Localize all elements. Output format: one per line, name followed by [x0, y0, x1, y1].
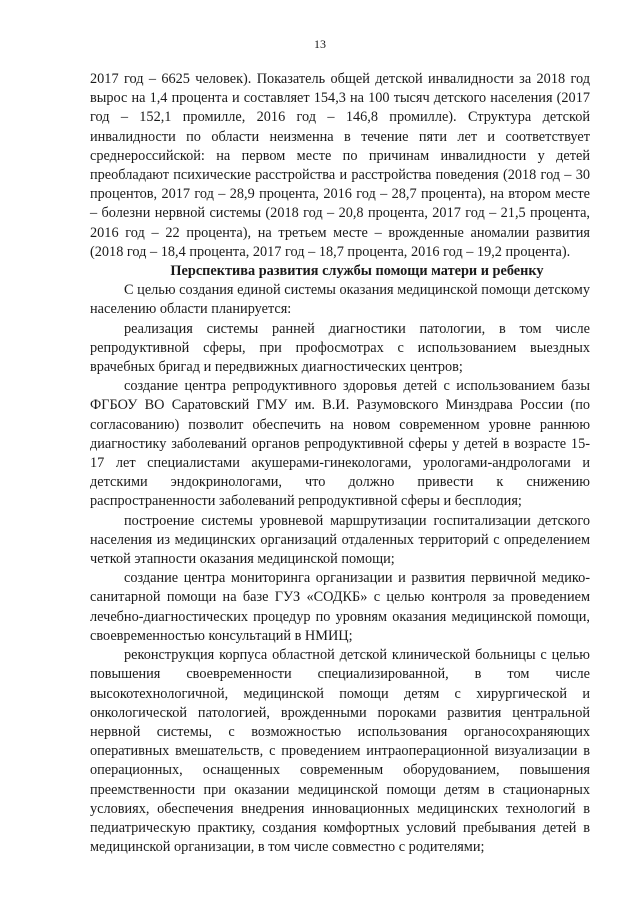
paragraph-intro: С целью создания единой системы оказания медицинской помощи детскому населению области планируется:	[90, 282, 590, 318]
section-heading: Перспектива развития службы помощи матери и ребенку	[170, 263, 544, 280]
page-number: 13	[314, 37, 326, 51]
paragraph-monitoring-center: создание центра мониторинга организации и развития первичной медико-санитарной помощи на базе ГУЗ «СОДКБ» с целью контроля за проведением лечебно-диагностических процедур по уровням оказания медицинской помощи, своевременностью консультаций в НМИЦ;	[90, 570, 590, 644]
paragraph-routing-system: построение системы уровневой маршрутизации госпитализации детского населения из медицинских организаций отдаленных территорий с определением четкой этапности оказания медицинской помощи;	[90, 512, 590, 568]
paragraph-reproductive-center: создание центра репродуктивного здоровья детей с использованием базы ФГБОУ ВО Саратовский ГМУ им. В.И. Разумовского Минздрава России (по согласованию) позволит обеспечить на новом современном уровне раннюю диагностику заболеваний органов репродуктивной сферы у детей в возрасте 15-17 лет специалистами акушерами-гинекологами, урологами-андрологами и детскими эндокринологами, что должно привести к снижению распространенности заболеваний репродуктивной сферы и бесплодия;	[90, 378, 590, 510]
continuation-paragraph: 2017 год – 6625 человек). Показатель общей детской инвалидности за 2018 год вырос на 1,4 процента и составляет 154,3 на 100 тысяч детского населения (2017 год – 152,1 промилле, 2016 год – 146,8 промилле). Структура детской инвалидности по области неизменна в течение пяти лет и соответствует среднероссийской: на первом месте по причинам инвалидности у детей преобладают психические расстройства и расстройства поведения (2018 год – 30 процентов, 2017 год – 28,9 процента, 2016 год – 28,7 процента), на втором месте – болезни нервной системы (2018 год – 20,8 процента, 2017 год – 21,5 процента, 2016 год – 22 процента), на третьем месте – врожденные аномалии развития (2018 год – 18,4 процента, 2017 год – 18,7 процента, 2016 год – 19,2 процента).	[90, 71, 590, 260]
document-body	[90, 70, 590, 857]
paragraph-hospital-reconstruction: реконструкция корпуса областной детской клинической больницы с целью повышения своевременности специализированной, в том числе высокотехнологичной, медицинской помощи детям с хирургической и онкологической патологией, врожденными пороками развития центральной нервной системы, с возможностью использования органосохраняющих оперативных вмешательств, с проведением интраоперационной визуализации в операционных, оснащенных современным оборудованием, повышения преемственности при оказании медицинской помощи детям в стационарных условиях, обеспечения внедрения инновационных медицинских технологий в педиатрическую практику, создания комфортных условий пребывания детей в медицинской организации, в том числе совместно с родителями;	[90, 647, 590, 856]
paragraph-early-diagnostics: реализация системы ранней диагностики патологии, в том числе репродуктивной сферы, при профосмотрах с использованием выездных врачебных бригад и передвижных диагностических центров;	[90, 320, 590, 376]
